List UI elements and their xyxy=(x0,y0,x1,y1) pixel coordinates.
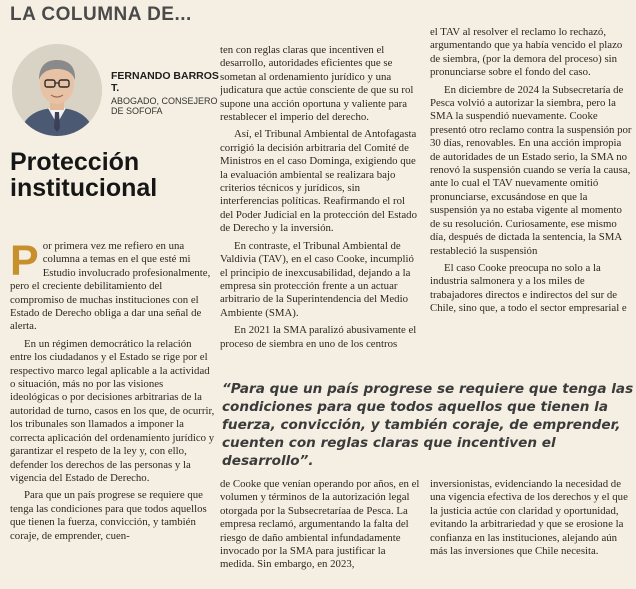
article-column-3 xyxy=(430,26,632,371)
author-role: ABOGADO, CONSEJERO DE SOFOFA xyxy=(111,96,218,116)
article-column-1 xyxy=(10,240,215,589)
article-paragraph: En 2021 la SMA paralizó abusivamente el proceso de siembra en uno de los centros xyxy=(220,324,417,350)
author-photo xyxy=(12,44,102,136)
article-paragraph: inversionistas, evidenciando la necesidad de una vigencia efectiva de los derechos y el que la justicia actúe con claridad y oportunidad, evitando la arbitrariedad y que se erosione la confianza en las instituciones, alejando aún más las inversiones que Chile necesita. xyxy=(430,478,628,558)
article-column-2 xyxy=(220,44,420,370)
article-column-5 xyxy=(430,478,632,589)
drop-cap: P xyxy=(10,240,39,285)
article-paragraph: Para que un país progrese se requiere que tenga las condiciones para que todos aquellos que tienen la fuerza, convicción, y también coraje, de emprender, cuen- xyxy=(10,489,207,542)
article-paragraph: el TAV al resolver el reclamo lo rechazó, argumentando que ya había vencido el plazo de siembra, (por la demora del proceso) sin pronunciarse sobre el fondo del caso. xyxy=(430,26,623,79)
section-header: LA COLUMNA DE... xyxy=(10,4,192,25)
article-paragraph: En diciembre de 2024 la Subsecretaría de Pesca volvió a autorizar la siembra, pero la SMA la suspendió nuevamente. Cooke presentó otro reclamo contra la suspensión por 30 días, renovables. En una acción impropia de autoridades de un Estado serio, la SMA no renovó la suspensión cuando se vería la causa, ante lo cual el TAV nuevamente omitió pronunciarse, excusándose en que la suspensión ya no estaba vigente al momento de su resolución. Curiosamente, ese mismo día, después de dictada la sentencia, la SMA restableció la suspensión xyxy=(430,83,632,257)
article-column-4 xyxy=(220,478,420,589)
author-portrait-icon xyxy=(12,44,102,136)
article-paragraph: El caso Cooke preocupa no solo a la industria salmonera y a los miles de trabajadores directos e indirectos del sur de Chile, sino que, a todo el sector empresarial e xyxy=(430,261,627,315)
pull-quote: “Para que un país progrese se requiere que tenga las condiciones para que todos aquellos que tienen la fuerza, convicción, y también coraje, de emprender, cuenten con reglas claras que incentiven el desarrollo”. xyxy=(222,381,634,469)
article-paragraph: ten con reglas claras que incentiven el desarrollo, autoridades eficientes que se sometan al ordenamiento jurídico y una judicatura que actúe consciente de que su rol supone una acción oportuna y valiente para restablecer el imperio del derecho. xyxy=(220,44,414,124)
paragraph-text: or primera vez me refiero en una columna a temas en el que esté mi Estudio involucrado profesionalmente, pero el creciente debilitamiento del compromiso de muchas instituciones con el Estado de Derecho obliga a dar una señal de alerta. xyxy=(10,240,211,333)
article-paragraph: Así, el Tribunal Ambiental de Antofagasta corrigió la decisión arbitraria del Comité de Ministros en el caso Dominga, exigiendo que la evaluación ambiental se realizara bajo criterios técnicos y jurídicos, sin interferencias políticas. Reafirmando el rol del Poder Judicial en la protección del Estado de Derecho y la inversión. xyxy=(220,128,417,235)
article-paragraph xyxy=(10,240,215,334)
author-name: FERNANDO BARROS T. xyxy=(111,70,219,94)
article-paragraph: de Cooke que venían operando por años, en el volumen y términos de la autorización legal otorgada por la Subsecretaríaa de Pesca. La empresa reclamó, argumentando la falta del riesgo de daño ambiental infundadamente invocado por la SMA para justificar la medida. Sin embargo, en 2023, xyxy=(220,478,420,571)
article-paragraph: En contraste, el Tribunal Ambiental de Valdivia (TAV), en el caso Cooke, incumplió el principio de inexcusabilidad, dejando a la empresa sin protección frente a un actuar arbitrario de la Superintendencia del Medio Ambiente (SMA). xyxy=(220,239,414,319)
article-paragraph: En un régimen democrático la relación entre los ciudadanos y el Estado se rige por el respectivo marco legal aplicable a la actividad o situación, más no por las visiones ideológicas o por decisiones arbitrarias de la autoridad de turno, casos en los que, de ocurrir, los tribunales son llamados a imponer la correcta aplicación del ordenamiento jurídico y garantizar el respeto de la ley y, con ello, defender los derechos de las personas y la vigencia del Estado de Derecho. xyxy=(10,337,215,484)
article-title: Protección institucional xyxy=(10,148,158,202)
